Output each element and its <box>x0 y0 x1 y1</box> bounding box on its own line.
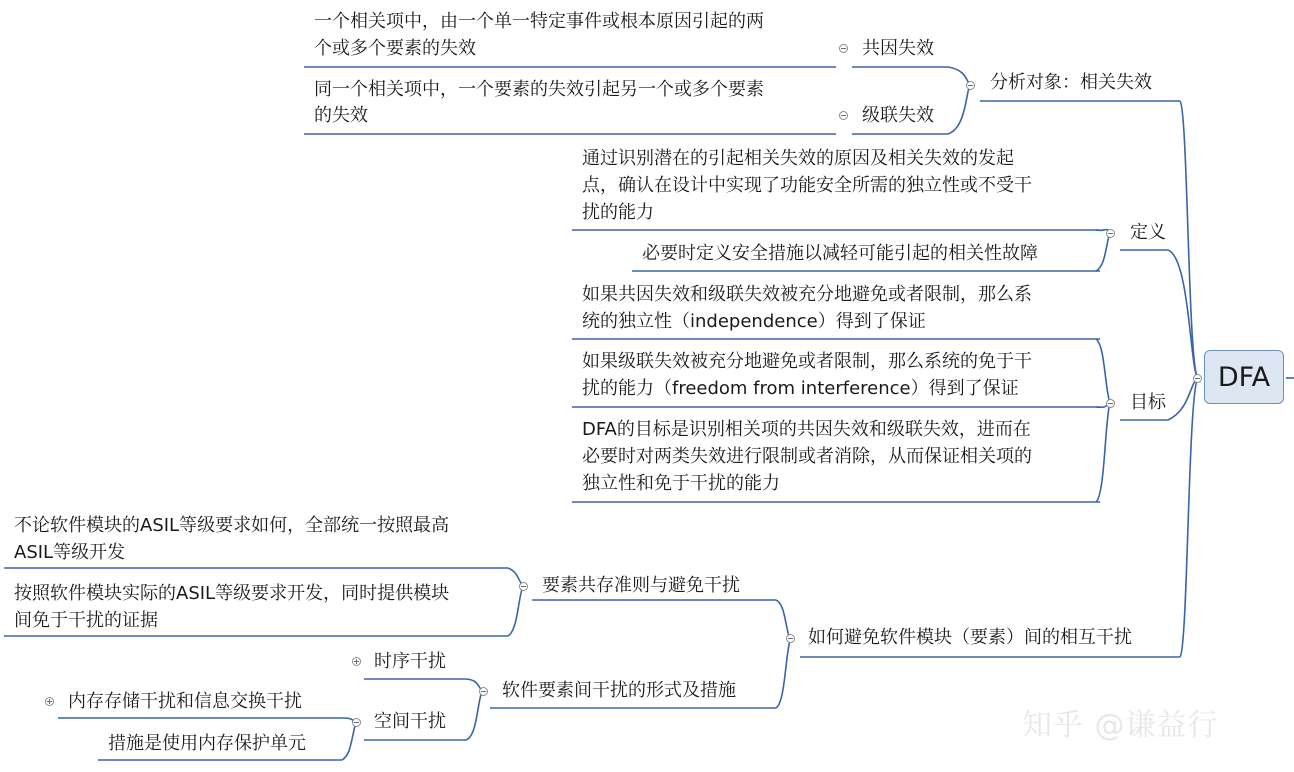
node-memory-interference[interactable]: 内存存储干扰和信息交换干扰 <box>68 691 302 712</box>
node-coexistence-criteria[interactable]: 要素共存准则与避免干扰 <box>542 575 740 596</box>
cascade-description-line-2: 的失效 <box>314 105 368 126</box>
expand-timing-toggle-icon[interactable] <box>352 657 361 666</box>
node-common-cause-failure[interactable]: 共因失效 <box>862 38 934 59</box>
collapse-definition-toggle-icon[interactable] <box>1106 229 1115 238</box>
collapse-goal-toggle-icon[interactable] <box>1106 399 1115 408</box>
goal-item-2-line-1: 如果级联失效被充分地避免或者限制，那么系统的免于干 <box>582 351 1032 372</box>
definition-item-1-line-3: 扰的能力 <box>582 202 654 223</box>
goal-item-3-line-3: 独立性和免于干扰的能力 <box>582 473 780 494</box>
collapse-analysis-toggle-icon[interactable] <box>966 81 975 90</box>
node-timing-interference[interactable]: 时序干扰 <box>374 651 446 672</box>
collapse-avoid-toggle-icon[interactable] <box>786 634 795 643</box>
collapse-ccf-toggle-icon[interactable] <box>839 44 848 53</box>
node-definition[interactable]: 定义 <box>1130 222 1166 243</box>
expand-memory-toggle-icon[interactable] <box>45 697 54 706</box>
goal-item-1-line-1: 如果共因失效和级联失效被充分地避免或者限制，那么系 <box>582 284 1032 305</box>
node-interference-forms[interactable]: 软件要素间干扰的形式及措施 <box>502 680 736 701</box>
coexist-item-2-line-2: 间免于干扰的证据 <box>14 610 158 631</box>
cascade-description-line-1: 同一个相关项中，一个要素的失效引起另一个或多个要素 <box>314 79 764 100</box>
goal-item-3-line-1: DFA的目标是识别相关项的共因失效和级联失效，进而在 <box>582 419 1031 440</box>
node-spatial-interference[interactable]: 空间干扰 <box>374 711 446 732</box>
collapse-coexist-toggle-icon[interactable] <box>519 582 528 591</box>
zhihu-watermark: 知乎 @谦益行 <box>1022 708 1219 743</box>
goal-item-1-line-2: 统的独立性（independence）得到了保证 <box>582 311 926 332</box>
ccf-description-line-2: 个或多个要素的失效 <box>314 38 476 59</box>
root-node-label: DFA <box>1217 361 1271 393</box>
collapse-root-toggle-icon[interactable] <box>1193 374 1202 383</box>
node-goal[interactable]: 目标 <box>1130 392 1166 413</box>
node-avoid-interference[interactable]: 如何避免软件模块（要素）间的相互干扰 <box>808 627 1132 648</box>
coexist-item-1-line-1: 不论软件模块的ASIL等级要求如何，全部统一按照最高 <box>14 515 450 536</box>
coexist-item-2-line-1: 按照软件模块实际的ASIL等级要求开发，同时提供模块 <box>14 583 450 604</box>
collapse-cascade-toggle-icon[interactable] <box>839 111 848 120</box>
coexist-item-1-line-2: ASIL等级开发 <box>14 542 126 563</box>
goal-item-2-line-2: 扰的能力（freedom from interference）得到了保证 <box>582 378 1019 399</box>
node-analysis-object[interactable]: 分析对象：相关失效 <box>990 72 1152 93</box>
root-node-dfa[interactable] <box>1204 350 1284 404</box>
definition-item-1-line-1: 通过识别潜在的引起相关失效的原因及相关失效的发起 <box>582 148 1014 169</box>
node-cascading-failure[interactable]: 级联失效 <box>862 105 934 126</box>
definition-item-1-line-2: 点，确认在设计中实现了功能安全所需的独立性或不受干 <box>582 175 1032 196</box>
goal-item-3-line-2: 必要时对两类失效进行限制或者消除，从而保证相关项的 <box>582 446 1032 467</box>
collapse-forms-toggle-icon[interactable] <box>479 687 488 696</box>
spatial-measure-text: 措施是使用内存保护单元 <box>108 733 306 754</box>
collapse-spatial-toggle-icon[interactable] <box>352 718 361 727</box>
definition-item-2: 必要时定义安全措施以减轻可能引起的相关性故障 <box>642 243 1038 264</box>
ccf-description-line-1: 一个相关项中，由一个单一特定事件或根本原因引起的两 <box>314 11 764 32</box>
